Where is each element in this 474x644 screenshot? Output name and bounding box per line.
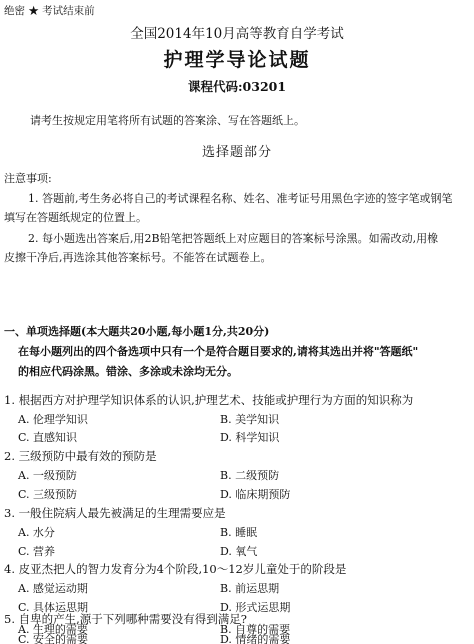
question-5-option-d: D. 情绪的需要 bbox=[220, 633, 291, 644]
question-5-option-a: A. 生理的需要 bbox=[18, 623, 88, 636]
question-4-option-c: C. 具体运思期 bbox=[18, 601, 89, 614]
question-1-option-c: C. 直感知识 bbox=[18, 431, 78, 444]
question-4-stem: 4. 皮亚杰把人的智力发育分为4个阶段,10～12岁儿童处于的阶段是 bbox=[4, 562, 347, 576]
question-2-stem: 2. 三级预防中最有效的预防是 bbox=[4, 449, 157, 463]
exam-title: 全国2014年10月高等教育自学考试 bbox=[130, 26, 344, 42]
question-5-stem: 5. 自卑的产生,源于下列哪种需要没有得到满足? bbox=[4, 612, 247, 626]
part1-desc-line-1: 在每小题列出的四个备选项中只有一个是符合题目要求的,请将其选出并将"答题纸" bbox=[18, 345, 419, 358]
question-3-option-d: D. 氧气 bbox=[220, 545, 258, 558]
notes-heading: 注意事项: bbox=[4, 172, 52, 185]
answer-instruction: 请考生按规定用笔将所有试题的答案涂、写在答题纸上。 bbox=[30, 114, 305, 127]
question-2-option-d: D. 临床期预防 bbox=[220, 488, 291, 501]
confidential-label: 绝密 ★ 考试结束前 bbox=[4, 5, 95, 17]
question-2-option-a: A. 一级预防 bbox=[18, 469, 77, 482]
note-line-3: 2. 每小题选出答案后,用2B铅笔把答题纸上对应题目的答案标号涂黑。如需改动,用橡 bbox=[28, 232, 439, 245]
part1-desc-line-2: 的相应代码涂黑。错涂、多涂或未涂均无分。 bbox=[18, 365, 238, 378]
question-3-option-c: C. 营养 bbox=[18, 545, 56, 558]
question-3-option-a: A. 水分 bbox=[18, 526, 55, 539]
question-2-option-c: C. 三级预防 bbox=[18, 488, 78, 501]
question-1-option-a: A. 伦理学知识 bbox=[18, 413, 88, 426]
note-line-2: 填写在答题纸规定的位置上。 bbox=[4, 211, 147, 224]
question-1-stem: 1. 根据西方对护理学知识体系的认识,护理艺术、技能或护理行为方面的知识称为 bbox=[4, 393, 414, 407]
part1-heading: 一、单项选择题(本大题共20小题,每小题1分,共20分) bbox=[4, 325, 270, 338]
subject-title: 护理学导论试题 bbox=[163, 49, 311, 71]
question-1-option-d: D. 科学知识 bbox=[220, 431, 280, 444]
note-line-1: 1. 答题前,考生务必将自己的考试课程名称、姓名、准考证号用黑色字迹的签字笔或钢笔 bbox=[28, 192, 453, 205]
question-1-option-b: B. 美学知识 bbox=[220, 413, 280, 426]
question-2-option-b: B. 二级预防 bbox=[220, 469, 280, 482]
question-4-option-b: B. 前运思期 bbox=[220, 582, 280, 595]
question-3-option-b: B. 睡眠 bbox=[220, 526, 258, 539]
question-3-stem: 3. 一般住院病人最先被满足的生理需要应是 bbox=[4, 506, 226, 520]
note-line-4: 皮擦干净后,再选涂其他答案标号。不能答在试题卷上。 bbox=[4, 251, 272, 264]
question-4-option-a: A. 感觉运动期 bbox=[18, 582, 88, 595]
question-5-option-c: C. 安全的需要 bbox=[18, 633, 89, 644]
section-title: 选择题部分 bbox=[201, 145, 272, 160]
question-4-option-d: D. 形式运思期 bbox=[220, 601, 291, 614]
question-5-option-b: B. 自尊的需要 bbox=[220, 623, 291, 636]
course-code: 课程代码:03201 bbox=[187, 79, 287, 94]
